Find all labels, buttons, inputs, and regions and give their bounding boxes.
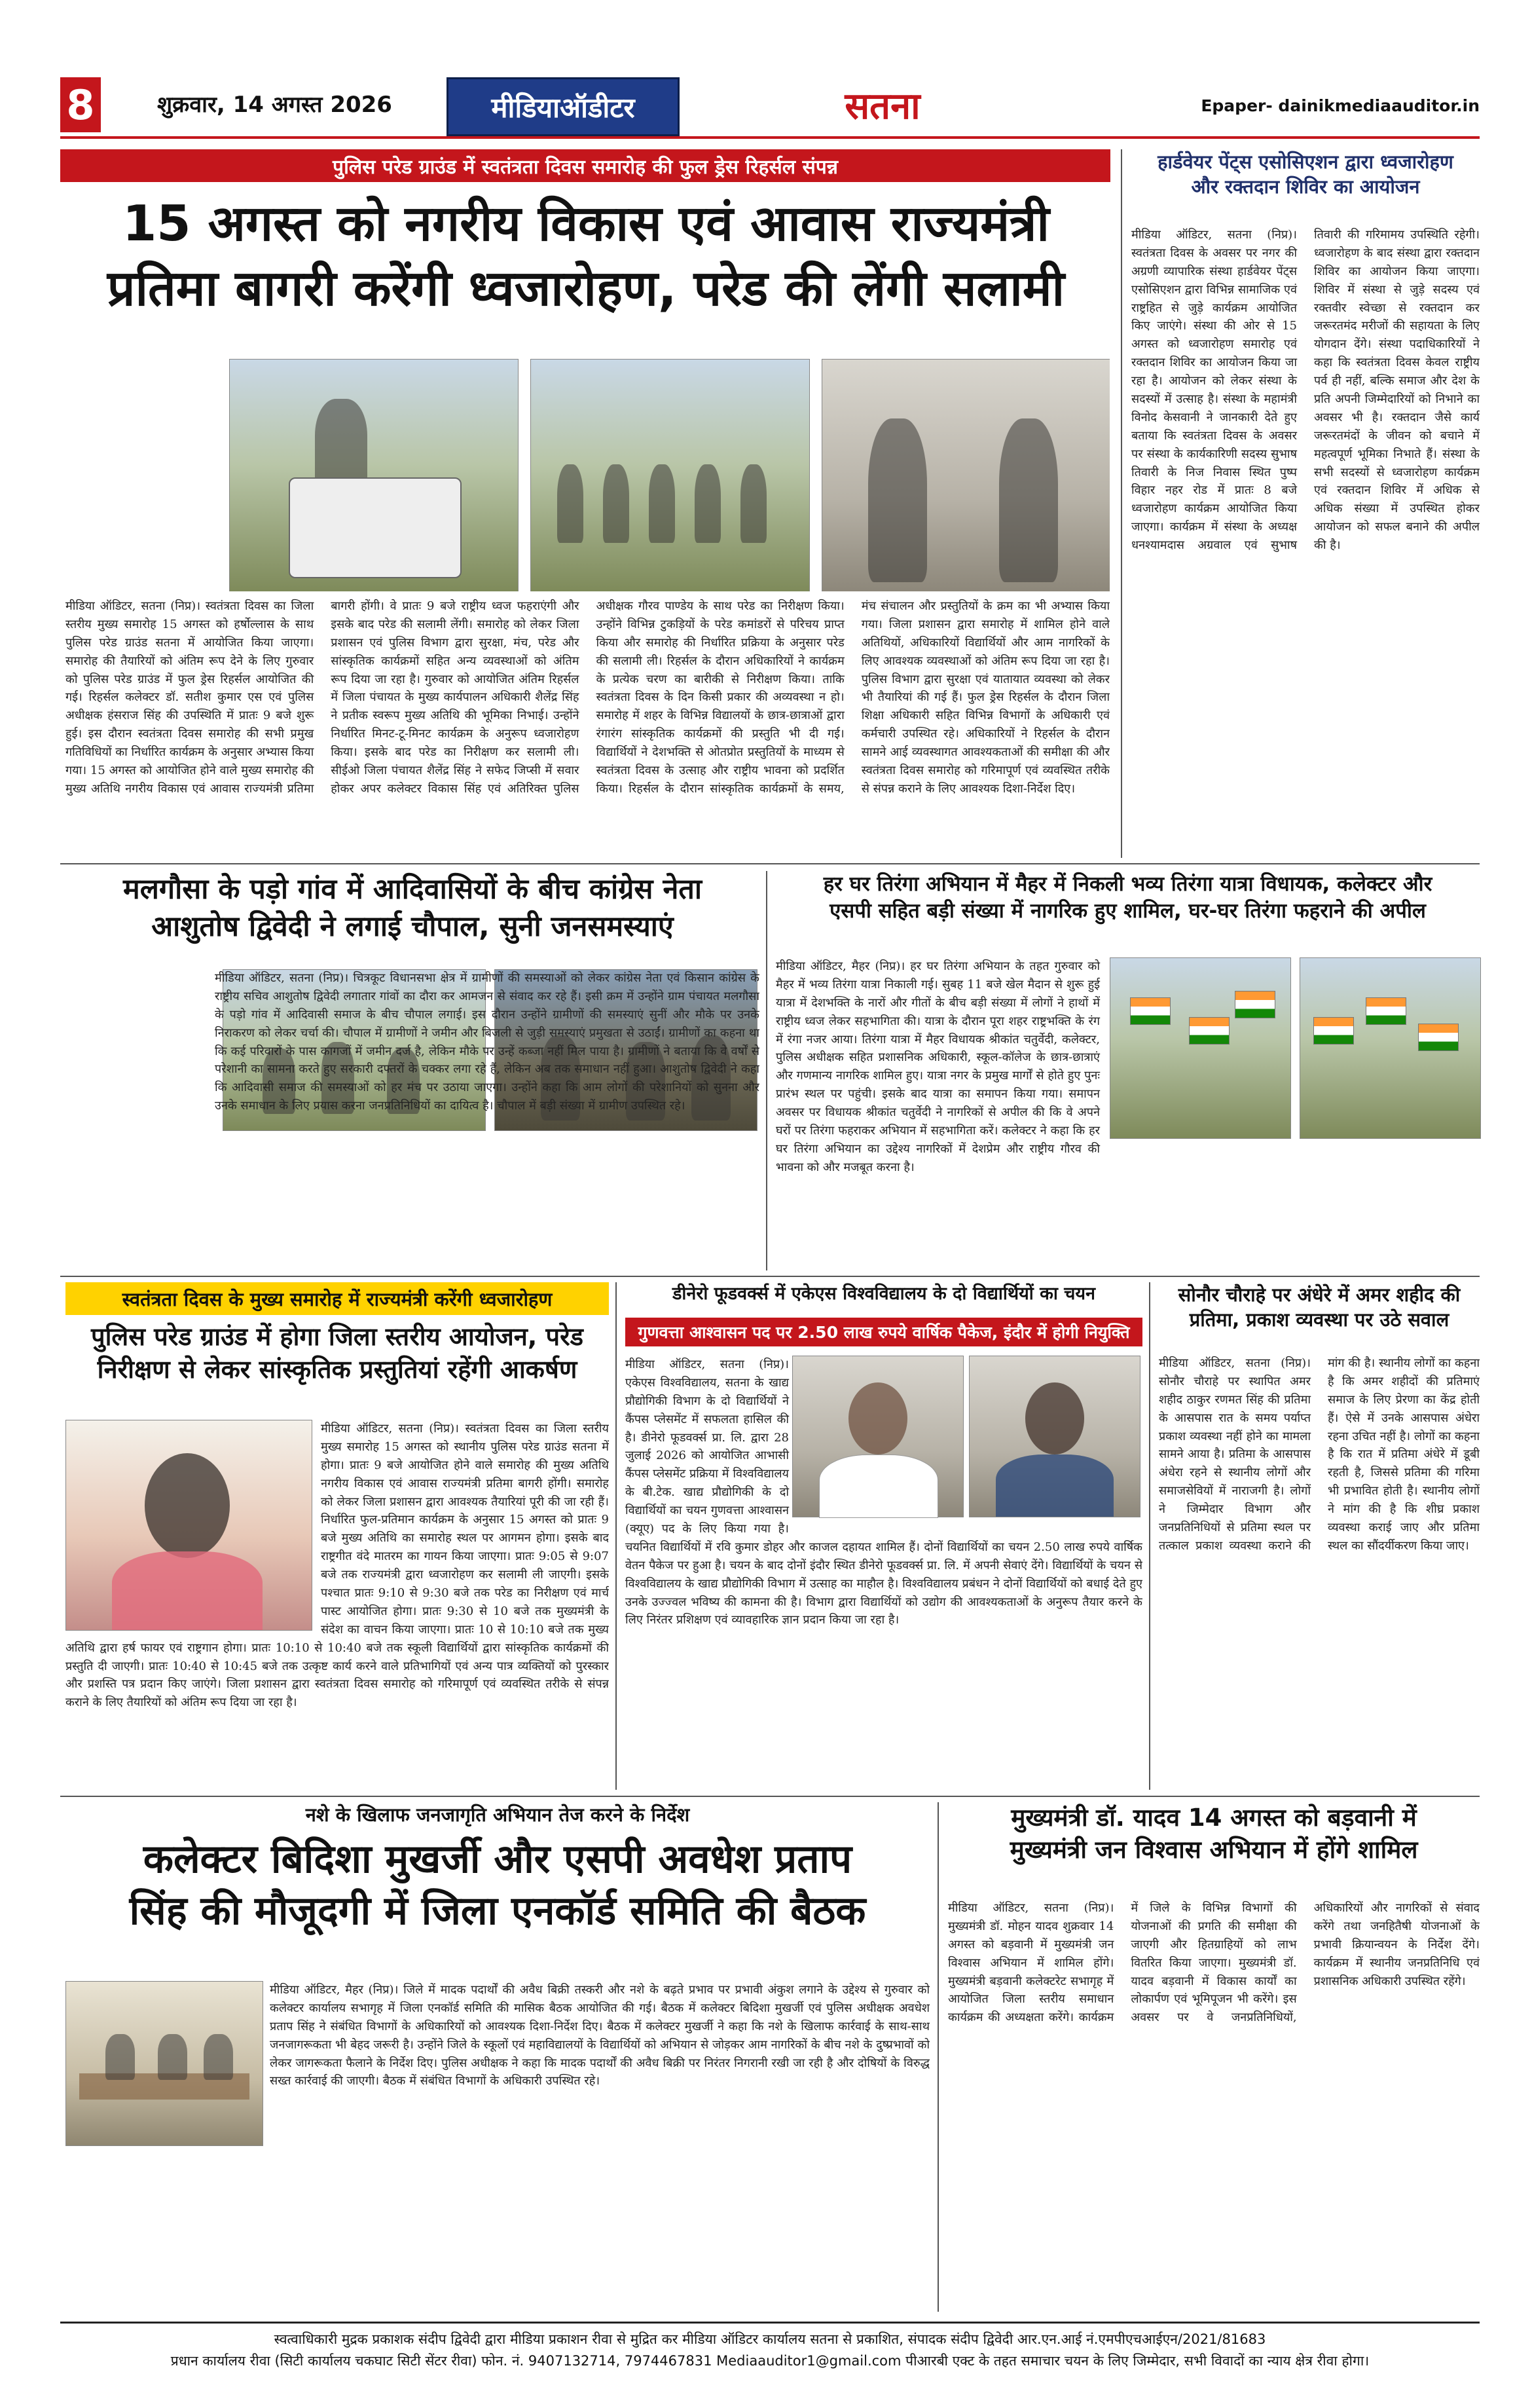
city-name: सतना [845, 85, 921, 128]
story7-headline [1159, 1282, 1480, 1348]
section-divider [60, 1276, 1480, 1277]
story2-headline [1131, 149, 1480, 223]
story7-body: मीडिया ऑडिटर, सतना (निप्र)। सोनौर चौराहे पर स्थापित अमर शहीद ठाकुर रणमत सिंह की प्रतिमा के आसपास रात के समय पर्याप्त प्रकाश व्यवस्था नहीं होने का मामला सामने आया है। प्रतिमा के आसपास अंधेरा रहने से स्थानीय लोगों और समाजसेवियों में नाराजगी है। लोगों ने जिम्मेदार विभाग और जनप्रतिनिधियों से प्रतिमा स्थल पर तत्काल प्रकाश व्यवस्था कराने की मांग की है। स्थानीय लोगों का कहना है कि अमर शहीदों की प्रतिमाएं समाज के लिए प्रेरणा का केंद्र होती हैं। ऐसे में उनके आसपास अंधेरा रहना उचित नहीं है। लोगों का कहना है कि रात में प्रतिमा अंधेरे में डूबी रहती है, जिससे प्रतिमा की गरिमा भी प्रभावित होती है। स्थानीय लोगों ने मांग की है कि शीघ्र प्रकाश व्यवस्था कराई जाए और प्रतिमा स्थल का सौंदर्यीकरण किया जाए। [1159, 1356, 1480, 1553]
story1-headline-line2: प्रतिमा बागरी करेंगी ध्वजारोहण, परेड की लेंगी सलामी [107, 259, 1065, 317]
story7-headline-line1: सोनौर चौराहे पर अंधेरे में अमर शहीद की [1178, 1284, 1461, 1306]
story4-headline-line1: हर घर तिरंगा अभियान में मैहर में निकली भव्य तिरंगा यात्रा विधायक, कलेक्टर और [823, 872, 1432, 896]
story3-body [65, 969, 759, 1270]
imprint-footer [60, 2322, 1480, 2392]
masthead-rule [60, 136, 1480, 139]
story5-text: मीडिया ऑडिटर, सतना (निप्र)। स्वतंत्रता दिवस का जिला स्तरीय मुख्य समारोह 15 अगस्त को स्थानीय पुलिस परेड ग्राउंड सतना में होगा। प्रातः 9 बजे आयोजित होने वाले समारोह की मुख्य अतिथि नगरीय विकास एवं आवास राज्यमंत्री प्रतिमा बागरी होंगी। समारोह को लेकर जिला प्रशासन द्वारा आवश्यक तैयारियां पूरी की जा रही हैं। निर्धारित फुल-प्रतिमान कार्यक्रम के अनुसार 15 अगस्त को प्रातः 9 बजे मुख्य अतिथि का समारोह स्थल पर आगमन होगा। इसके बाद राष्ट्रगीत वंदे मातरम का गायन किया जाएगा। प्रातः 9:05 से 9:07 बजे तक राज्यमंत्री द्वारा ध्वजारोहण कर सलामी ली जाएगी। इसके पश्चात प्रातः 9:10 से 9:30 बजे तक परेड का निरीक्षण एवं मार्च पास्ट आयोजित होगा। प्रातः 9:30 से 10 बजे तक मुख्यमंत्री के संदेश का वाचन किया जाएगा। प्रातः 10 से 10:10 बजे तक मुख्य अतिथि द्वारा हर्ष फायर एवं राष्ट्रगान होगा। प्रातः 10:10 से 10:40 बजे तक स्कूली विद्यार्थियों द्वारा सांस्कृतिक कार्यक्रमों की प्रस्तुति दी जाएगी। प्रातः 10:40 से 10:45 बजे तक उत्कृष्ट कार्य करने वाले प्रतिभागियों एवं अन्य पात्र व्यक्तियों को पुरस्कार और प्रशस्ति पत्र प्रदान किए जाएंगे। जिला प्रशासन द्वारा स्वतंत्रता दिवस समारोह को गरिमापूर्ण एवं व्यवस्थित तरीके से संपन्न कराने के लिए तैयारियों को अंतिम रूप दिया जा रहा है। [65, 1422, 609, 1710]
story5-kicker: स्वतंत्रता दिवस के मुख्य समारोह में राज्यमंत्री करेंगी ध्वजारोहण [65, 1282, 609, 1315]
page-number: 8 [60, 77, 101, 132]
paper-name: मीडियाऑडीटर [447, 77, 680, 136]
story9-headline [948, 1802, 1480, 1891]
story4-body [776, 957, 1480, 1270]
story8-headline [65, 1834, 930, 1974]
story2-headline-line1: हार्डवेयर पेंट्स एसोसिएशन द्वारा ध्वजारोहण [1158, 151, 1453, 173]
story3-headline-line1: मलगौसा के पड़ो गांव में आदिवासियों के बीच कांग्रेस नेता [123, 873, 702, 906]
story2-body: मीडिया ऑडिटर, सतना (निप्र)। स्वतंत्रता दिवस के अवसर पर नगर की अग्रणी व्यापारिक संस्था हार्डवेयर पेंट्स एसोसिएशन द्वारा विभिन्न सामाजिक एवं राष्ट्रहित से जुड़े कार्यक्रम आयोजित किए जाएंगे। संस्था की ओर से 15 अगस्त को ध्वजारोहण समारोह एवं रक्तदान शिविर का आयोजन किया जा रहा है। आयोजन को लेकर संस्था के सदस्यों में उत्साह है। संस्था के महामंत्री विनोद केसवानी ने जानकारी देते हुए बताया कि स्वतंत्रता दिवस के अवसर पर संस्था के कार्यकारिणी सदस्य सुभाष तिवारी के निज निवास स्थित पुष्प विहार नहर रोड में प्रातः 8 बजे ध्वजारोहण कार्यक्रम आयोजित किया जाएगा। कार्यक्रम में संस्था के अध्यक्ष धनश्यामदास अग्रवाल एवं सुभाष तिवारी की गरिमामय उपस्थिति रहेगी। ध्वजारोहण के बाद संस्था द्वारा रक्तदान शिविर का आयोजन किया जाएगा। शिविर में संस्था से जुड़े सदस्य एवं रक्तवीर स्वेच्छा से रक्तदान कर जरूरतमंद मरीजों की सहायता के लिए योगदान देंगे। संस्था पदाधिकारियों ने कहा कि स्वतंत्रता दिवस केवल राष्ट्रीय पर्व ही नहीं, बल्कि समाज और देश के प्रति अपनी जिम्मेदारियों को निभाने का अवसर भी है। रक्तदान जैसे कार्य जरूरतमंदों के जीवन को बचाने में महत्वपूर्ण भूमिका निभाते हैं। संस्था के सभी सदस्यों से ध्वजारोहण कार्यक्रम एवं रक्तदान शिविर में अधिक से अधिक संख्या में उपस्थित होकर आयोजन को सफल बनाने की अपील की है। [1131, 228, 1480, 553]
story9-headline-line2: मुख्यमंत्री जन विश्वास अभियान में होंगे शामिल [1010, 1835, 1418, 1864]
issue-date: शुक्रवार, 14 अगस्त 2026 [157, 92, 392, 118]
story8-text: मीडिया ऑडिटर, मैहर (निप्र)। जिले में मादक पदार्थों की अवैध बिक्री तस्करी और नशे के बढ़ते प्रभाव पर प्रभावी अंकुश लगाने के उद्देश्य से गुरुवार को कलेक्टर कार्यालय सभागृह में जिला एनकॉर्ड समिति की मासिक बैठक आयोजित की गई। बैठक में कलेक्टर बिदिशा मुखर्जी एवं पुलिस अधीक्षक अवधेश प्रताप सिंह ने संबंधित विभागों के अधिकारियों को आवश्यक दिशा-निर्देश दिए। बैठक में कलेक्टर मुखर्जी ने कहा कि नशे के खिलाफ कार्रवाई के साथ-साथ जनजागरूकता भी बेहद जरूरी है। उन्होंने जिले के स्कूलों एवं महाविद्यालयों के विद्यार्थियों को अभियान से जोड़कर आम नागरिकों के बीच नशे के दुष्प्रभावों को लेकर जागरूकता फैलाने के निर्देश दिए। पुलिस अधीक्षक ने कहा कि मादक पदार्थों की अवैध बिक्री पर निरंतर निगरानी रखी जा रही है और दोषियों के विरुद्ध सख्त कार्रवाई की जाएगी। बैठक में संबंधित विभागों के अधिकारी उपस्थित रहे। [270, 1983, 930, 2088]
column-divider [1149, 1282, 1150, 1790]
story9-body: मीडिया ऑडिटर, सतना (निप्र)। मुख्यमंत्री डॉ. मोहन यादव शुक्रवार 14 अगस्त को बड़वानी में मुख्यमंत्री जन विश्वास अभियान में शामिल होंगे। मुख्यमंत्री बड़वानी कलेक्टरेट सभागृह में आयोजित जिला स्तरीय समाधान कार्यक्रम की अध्यक्षता करेंगे। कार्यक्रम में जिले के विभिन्न विभागों की योजनाओं की प्रगति की समीक्षा की जाएगी और हितग्राहियों को लाभ वितरित किया जाएगा। मुख्यमंत्री डॉ. यादव बड़वानी में विकास कार्यों का लोकार्पण एवं भूमिपूजन भी करेंगे। इस अवसर पर वे जनप्रतिनिधियों, अधिकारियों और नागरिकों से संवाद करेंगे तथा जनहितैषी योजनाओं के प्रभावी क्रियान्वयन के निर्देश देंगे। कार्यक्रम में स्थानीय जनप्रतिनिधि एवं प्रशासनिक अधिकारी उपस्थित रहेंगे। [948, 1901, 1480, 2025]
story5-headline [65, 1320, 609, 1412]
story8-body [65, 1981, 930, 2312]
section-divider [60, 863, 1480, 864]
footer-line1: स्वत्वाधिकारी मुद्रक प्रकाशक संदीप द्विवेदी द्वारा मीडिया प्रकाशन रीवा से मुद्रित कर मीडिया ऑडिटर कार्यालय सतना से प्रकाशित, संपादक संदीप द्विवेदी आर.एन.आई नं.एमपीएचआईएन/2021/81683 [274, 2331, 1266, 2347]
story1-text: मीडिया ऑडिटर, सतना (निप्र)। स्वतंत्रता दिवस का जिला स्तरीय मुख्य समारोह 15 अगस्त को हर्षोल्लास के साथ पुलिस परेड ग्राउंड सतना में आयोजित किया जाएगा। समारोह की तैयारियों को अंतिम रूप देने के लिए गुरुवार को पुलिस परेड ग्राउंड में फुल ड्रेस रिहर्सल आयोजित की गई। रिहर्सल कलेक्टर डॉ. सतीश कुमार एस एवं पुलिस अधीक्षक हंसराज सिंह की उपस्थिति में प्रातः 9 बजे शुरू हुई। इस दौरान स्वतंत्रता दिवस समारोह की सभी प्रमुख गतिविधियों का निर्धारित कार्यक्रम के अनुसार अभ्यास किया गया। 15 अगस्त को आयोजित होने वाले मुख्य समारोह की मुख्य अतिथि नगरीय विकास एवं आवास राज्यमंत्री प्रतिमा बागरी होंगी। वे प्रातः 9 बजे राष्ट्रीय ध्वज फहराएंगी और इसके बाद परेड की सलामी लेंगी। समारोह को लेकर जिला प्रशासन एवं पुलिस विभाग द्वारा सुरक्षा, मंच, परेड और सांस्कृतिक कार्यक्रमों सहित अन्य व्यवस्थाओं को अंतिम रूप दिया जा रहा है। गुरुवार को आयोजित अंतिम रिहर्सल में जिला पंचायत के मुख्य कार्यपालन अधिकारी शैलेंद्र सिंह ने प्रतीक स्वरूप मुख्य अतिथि की भूमिका निभाई। उन्होंने निर्धारित मिनट-टू-मिनट कार्यक्रम के अनुरूप ध्वजारोहण किया। इसके बाद परेड का निरीक्षण कर सलामी ली। सीईओ जिला पंचायत शैलेंद्र सिंह ने सफेद जिप्सी में सवार होकर अपर कलेक्टर विकास सिंह एवं अतिरिक्त पुलिस अधीक्षक गौरव पाण्डेय के साथ परेड का निरीक्षण किया। उन्होंने विभिन्न टुकड़ियों के परेड कमांडरों से परिचय प्राप्त किया और समारोह की निर्धारित प्रक्रिया के अनुसार परेड की सलामी ली। रिहर्सल के दौरान अधिकारियों ने कार्यक्रम के प्रत्येक चरण का बारीकी से निरीक्षण किया। ताकि स्वतंत्रता दिवस के दिन किसी प्रकार की अव्यवस्था न हो। समारोह में शहर के विभिन्न विद्यालयों के छात्र-छात्राओं द्वारा रंगारंग सांस्कृतिक कार्यक्रमों की प्रस्तुति भी दी गई। विद्यार्थियों ने देशभक्ति से ओतप्रोत प्रस्तुतियों के माध्यम से स्वतंत्रता दिवस के उत्साह और राष्ट्रीय भावना को प्रदर्शित किया। रिहर्सल के दौरान सांस्कृतिक कार्यक्रमों के समय, मंच संचालन और प्रस्तुतियों के क्रम का भी अभ्यास किया गया। जिला प्रशासन द्वारा समारोह में शामिल होने वाले अतिथियों, अधिकारियों विद्यार्थियों और आम नागरिकों के लिए आवश्यक व्यवस्थाओं को अंतिम रूप दिया जा रहा है। पुलिस विभाग द्वारा सुरक्षा एवं यातायात व्यवस्था को लेकर भी तैयारियां की गई हैं। फुल ड्रेस रिहर्सल के दौरान जिला शिक्षा अधिकारी सहित विभिन्न विभागों के अधिकारी एवं कर्मचारी उपस्थित रहे। अधिकारियों ने रिहर्सल के दौरान सामने आई व्यवस्थागत आवश्यकताओं की समीक्षा की और स्वतंत्रता दिवस समारोह को गरिमापूर्ण एवं व्यवस्थित तरीके से संपन्न कराने के लिए आवश्यक दिशा-निर्देश दिए। [65, 599, 1110, 796]
column-divider [615, 1282, 617, 1790]
story4-headline-line2: एसपी सहित बड़ी संख्या में नागरिक हुए शामिल, घर-घर तिरंगा फहराने की अपील [830, 898, 1426, 923]
epaper-link[interactable]: Epaper- dainikmediaauditor.in [1201, 96, 1480, 115]
story7-headline-line2: प्रतिमा, प्रकाश व्यवस्था पर उठे सवाल [1189, 1308, 1450, 1331]
story5-headline-line1: पुलिस परेड ग्राउंड में होगा जिला स्तरीय आयोजन, परेड [91, 1322, 583, 1351]
story6-subhead: गुणवत्ता आश्वासन पद पर 2.50 लाख रुपये वार्षिक पैकेज, इंदौर में होगी नियुक्ति [625, 1318, 1142, 1346]
story5-body [65, 1420, 609, 1790]
story8-kicker: नशे के खिलाफ जनजागृति अभियान तेज करने के निर्देश [305, 1804, 690, 1826]
story1-headline-line1: 15 अगस्त को नगरीय विकास एवं आवास राज्यमंत्री [122, 194, 1049, 252]
story6-body [625, 1356, 1142, 1790]
story3-text: मीडिया ऑडिटर, सतना (निप्र)। चित्रकूट विधानसभा क्षेत्र में ग्रामीणों की समस्याओं को लेकर कांग्रेस नेता एवं किसान कांग्रेस के राष्ट्रीय सचिव आशुतोष द्विवेदी लगातार गांवों का दौरा कर आमजन से संवाद कर रहे हैं। इसी क्रम में उन्होंने ग्राम पंचायत मलगौसा के पड़ो गांव में आदिवासी समाज के बीच चौपाल लगाई। इस दौरान उन्होंने ग्रामीणों की समस्याएं सुनीं और मौके पर उनके निराकरण को लेकर चर्चा की। चौपाल में ग्रामीणों ने जमीन और बिजली से जुड़ी समस्याएं प्रमुखता से उठाईं। ग्रामीणों का कहना था कि कई परिवारों के पास कागजों में जमीन दर्ज है, लेकिन मौके पर उन्हें कब्जा नहीं मिल पाया है। ग्रामीणों ने बताया कि वे वर्षों से परेशानी का सामना करते हुए सरकारी दफ्तरों के चक्कर लगा रहे हैं, लेकिन अब तक समाधान नहीं हुआ। आशुतोष द्विवेदी ने कहा कि आदिवासी समाज की समस्याओं को हर मंच पर उठाया जाएगा। उन्होंने कहा कि आम लोगों की परेशानियों को सुनना और उनके समाधान के लिए प्रयास करना जनप्रतिनिधियों का दायित्व है। चौपाल में बड़ी संख्या में ग्रामीण उपस्थित रहे। [215, 971, 759, 1113]
story1-body-col1 [65, 359, 219, 591]
story3-headline [65, 871, 759, 959]
column-divider [938, 1802, 939, 2312]
section-divider [60, 1796, 1480, 1797]
column-divider [766, 871, 767, 1270]
story4-headline [776, 871, 1480, 953]
story3-headline-line2: आशुतोष द्विवेदी ने लगाई चौपाल, सुनी जनसमस्याएं [151, 910, 674, 943]
column-divider [1121, 149, 1122, 858]
story6-headline: डीनेरो फूडवर्क्स में एकेएस विश्वविद्यालय के दो विद्यार्थियों का चयन [672, 1284, 1096, 1304]
story2-headline-line2: और रक्तदान शिविर का आयोजन [1191, 176, 1420, 198]
story1-kicker: पुलिस परेड ग्राउंड में स्वतंत्रता दिवस समारोह की फुल ड्रेस रिहर्सल संपन्न [60, 149, 1110, 182]
story8-headline-line1: कलेक्टर बिदिशा मुखर्जी और एसपी अवधेश प्रताप [143, 1836, 852, 1882]
footer-line2: प्रधान कार्यालय रीवा (सिटी कार्यालय चकघाट सिटी सेंटर रीवा) फोन. नं. 9407132714, 7974467831 Mediaauditor1@gmail.com पीआरबी एक्ट के तहत समाचार चयन के लिए जिम्मेदार, सभी विवादों का न्याय क्षेत्र रीवा होगा। [170, 2352, 1370, 2369]
story8-headline-line2: सिंह की मौजूदगी में जिला एनकॉर्ड समिति की बैठक [129, 1888, 866, 1935]
story1-headline [65, 191, 1106, 352]
story5-headline-line2: निरीक्षण से लेकर सांस्कृतिक प्रस्तुतियां रहेंगी आकर्षण [97, 1355, 577, 1384]
story6-text: मीडिया ऑडिटर, सतना (निप्र)। एकेएस विश्वविद्यालय, सतना के खाद्य प्रौद्योगिकी विभाग के दो विद्यार्थियों ने कैंपस प्लेसमेंट में सफलता हासिल की है। डीनेरो फूडवर्क्स प्रा. लि. द्वारा 28 जुलाई 2026 को आयोजित आभासी कैंपस प्लेसमेंट प्रक्रिया में विश्वविद्यालय के बी.टेक. खाद्य प्रौद्योगिकी के दो विद्यार्थियों का चयन गुणवत्ता आश्वासन (क्यूए) पद के लिए किया गया है। चयनित विद्यार्थियों में रवि कुमार डोहर और काजल दहायत शामिल हैं। दोनों विद्यार्थियों का चयन 2.50 लाख रुपये वार्षिक वेतन पैकेज पर हुआ है। चयन के बाद दोनों इंदौर स्थित डीनेरो फूडवर्क्स प्रा. लि. में अपनी सेवाएं देंगे। विद्यार्थियों के चयन से विश्वविद्यालय के खाद्य प्रौद्योगिकी विभाग में उत्साह का माहौल है। विश्वविद्यालय प्रबंधन ने दोनों विद्यार्थियों को बधाई देते हुए उनके उज्ज्वल भविष्य की कामना की है। विभाग द्वारा विद्यार्थियों को उद्योग की आवश्यकताओं के अनुरूप तैयार करने के लिए निरंतर प्रशिक्षण एवं व्यावहारिक ज्ञान प्रदान किया जा रहा है। [625, 1358, 1142, 1627]
story9-headline-line1: मुख्यमंत्री डॉ. यादव 14 अगस्त को बड़वानी में [1011, 1804, 1417, 1832]
story4-text: मीडिया ऑडिटर, मैहर (निप्र)। हर घर तिरंगा अभियान के तहत गुरुवार को मैहर में भव्य तिरंगा यात्रा निकाली गई। सुबह 11 बजे खेल मैदान से शुरू हुई यात्रा में देशभक्ति के नारों और गीतों के बीच बड़ी संख्या में लोगों ने हाथों में राष्ट्रीय ध्वज लेकर सहभागिता की। यात्रा के दौरान पूरा शहर राष्ट्रभक्ति के रंग में रंगा नजर आया। तिरंगा यात्रा में मैहर विधायक श्रीकांत चतुर्वेदी, कलेक्टर, पुलिस अधीक्षक सहित प्रशासनिक अधिकारी, स्कूल-कॉलेज के छात्र-छात्राएं और गणमान्य नागरिक शामिल हुए। यात्रा नगर के प्रमुख मार्गों से होते हुए पुनः प्रारंभ स्थल पर पहुंची। इसके बाद यात्रा का समापन किया गया। समापन अवसर पर विधायक श्रीकांत चतुर्वेदी ने नागरिकों से अपील की कि वे अपने घरों पर तिरंगा फहराकर अभियान में सहभागिता करें। कलेक्टर ने कहा कि हर घर तिरंगा अभियान का उद्देश्य नागरिकों में देशप्रेम और राष्ट्रीय गौरव की भावना को और मजबूत करना है। [776, 959, 1100, 1174]
